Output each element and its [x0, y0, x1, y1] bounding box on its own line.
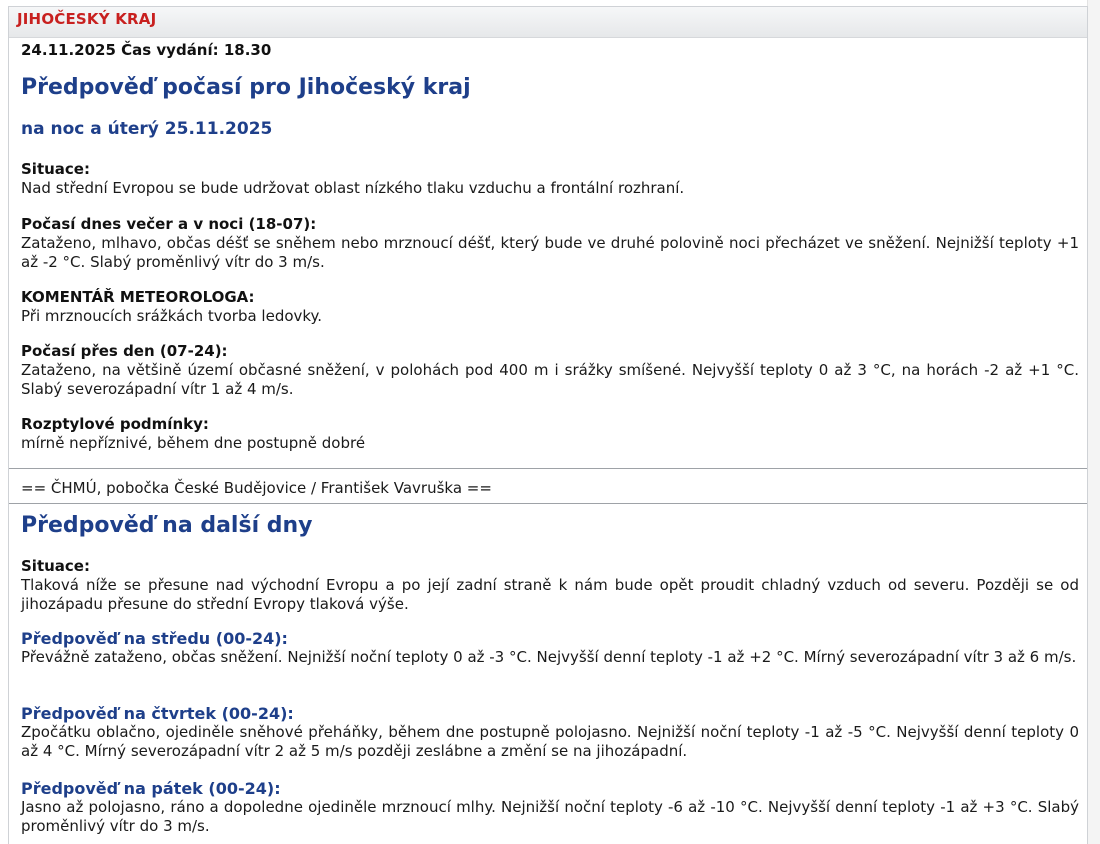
forecast-title: Předpověď počasí pro Jihočeský kraj — [21, 75, 471, 100]
section-label: Počasí dnes večer a v noci (18-07): — [21, 215, 317, 233]
section-dispersion — [21, 415, 1079, 453]
day-text: Jasno až polojasno, ráno a dopoledne ojediněle mrznoucí mlhy. Nejnižší noční teploty -6 až -10 °C. Nejvyšší denní teploty -1 až +3 °C. Slabý proměnlivý vítr do 3 m/s. — [21, 798, 1079, 835]
section-label: Rozptylové podmínky: — [21, 415, 209, 433]
section-text: Tlaková níže se přesune nad východní Evropu a po její zadní straně k nám bude opět proudit chladný vzduch od severu. Později se od jihozápadu přesune do střední Evropy tlaková výše. — [21, 576, 1079, 613]
section-daytime — [21, 342, 1079, 399]
section-text: Zataženo, na většině území občasné sněžení, v polohách pod 400 m i srážky smíšené. Nejvyšší teploty 0 až 3 °C, na horách -2 až +1 °C. Slabý severozápadní vítr 1 až 4 m/s. — [21, 361, 1079, 398]
section-text: Zataženo, mlhavo, občas déšť se sněhem nebo mrznoucí déšť, který bude ve druhé polovině noci přecházet ve sněžení. Nejnižší teploty +1 až -2 °C. Slabý proměnlivý vítr do 3 m/s. — [21, 234, 1079, 271]
forecast-subtitle: na noc a úterý 25.11.2025 — [21, 119, 273, 139]
region-title: JIHOČESKÝ KRAJ — [17, 10, 157, 28]
section-label: Situace: — [21, 557, 90, 575]
page-scroll-gutter — [1087, 0, 1100, 844]
section-text: mírně nepříznivé, během dne postupně dobré — [21, 434, 366, 452]
forecast-panel — [8, 6, 1088, 844]
section-label: Počasí přes den (07-24): — [21, 342, 228, 360]
day-text: Převážně zataženo, občas sněžení. Nejnižší noční teploty 0 až -3 °C. Nejvyšší denní teploty -1 až +2 °C. Mírný severozápadní vítr 3 až 6 m/s. — [21, 648, 1077, 666]
section-meteorologist-comment — [21, 288, 1079, 326]
section-text: Při mrznoucích srážkách tvorba ledovky. — [21, 307, 323, 325]
outlook-day-friday — [21, 779, 1079, 836]
day-title: Předpověď na středu (00-24): — [21, 629, 288, 648]
outlook-title: Předpověď na další dny — [21, 513, 313, 538]
section-label: Situace: — [21, 160, 90, 178]
divider-top — [9, 468, 1087, 469]
divider-bottom — [9, 503, 1087, 504]
section-label: KOMENTÁŘ METEOROLOGA: — [21, 288, 255, 306]
region-header — [9, 7, 1087, 38]
section-text: Nad střední Evropou se bude udržovat oblast nízkého tlaku vzduchu a frontální rozhraní. — [21, 179, 685, 197]
outlook-situation — [21, 557, 1079, 614]
issue-date-time: 24.11.2025 Čas vydání: 18.30 — [21, 41, 272, 59]
day-title: Předpověď na pátek (00-24): — [21, 779, 281, 798]
outlook-day-wednesday — [21, 629, 1079, 667]
author-signature: == ČHMÚ, pobočka České Budějovice / František Vavruška == — [21, 479, 492, 497]
section-situation — [21, 160, 1079, 198]
section-evening-night — [21, 215, 1079, 272]
day-title: Předpověď na čtvrtek (00-24): — [21, 704, 294, 723]
outlook-day-thursday — [21, 704, 1079, 761]
day-text: Zpočátku oblačno, ojediněle sněhové přeháňky, během dne postupně polojasno. Nejnižší noční teploty -1 až -5 °C. Nejvyšší denní teploty 0 až 4 °C. Mírný severozápadní vítr 2 až 5 m/s později zeslábne a změní se na jihozápadní. — [21, 723, 1079, 760]
